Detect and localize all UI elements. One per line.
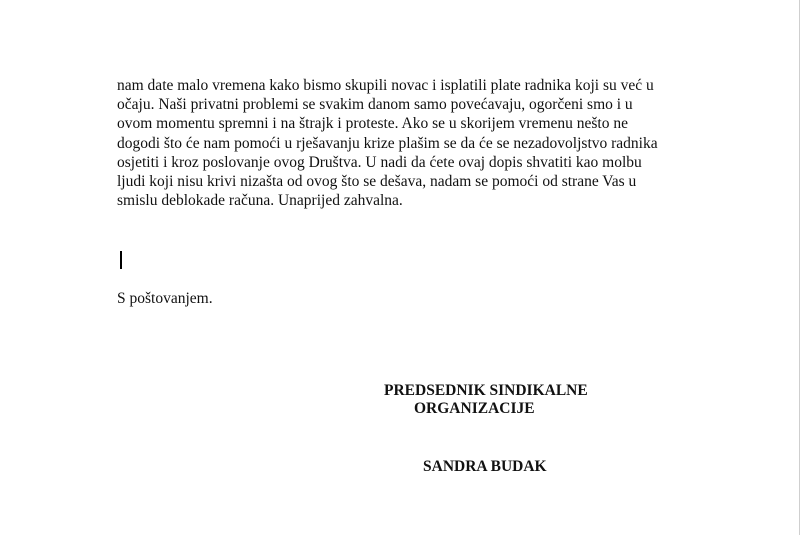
body-line: dogodi što će nam pomoći u rješavanju krize plašim se da će se nezadovoljstvo radnika [117, 134, 658, 152]
body-line: smislu deblokade računa. Unaprijed zahvalna. [117, 192, 403, 210]
text-cursor [120, 251, 122, 269]
closing-salutation: S poštovanjem. [117, 290, 213, 307]
signature-name: SANDRA BUDAK [423, 458, 547, 475]
body-line: očaju. Naši privatni problemi se svakim danom samo povećavaju, ogorčeni smo i u [117, 96, 633, 114]
body-line: ovom momentu spremni i na štrajk i proteste. Ako se u skorijem vremenu nešto ne [117, 115, 628, 133]
body-line: ljudi koji nisu krivi nizašta od ovog što se dešava, nadam se pomoći od strane Vas u [117, 173, 637, 191]
signature-title-line-2: ORGANIZACIJE [414, 400, 535, 417]
body-line: nam date malo vremena kako bismo skupili novac i isplatili plate radnika koji su već u [117, 77, 654, 94]
body-line: osjetiti i kroz poslovanje ovog Društva. U nadi da ćete ovaj dopis shvatiti kao molbu [117, 153, 642, 171]
letter-body-paragraph[interactable] [117, 76, 658, 210]
signature-title-line-1: PREDSEDNIK SINDIKALNE [384, 382, 588, 399]
